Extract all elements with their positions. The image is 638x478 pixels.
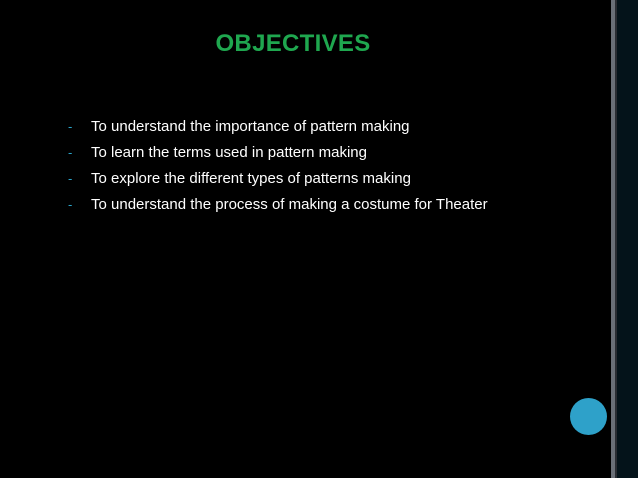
- bullet-marker: -: [68, 119, 73, 134]
- bullet-marker: -: [68, 197, 73, 212]
- bullet-marker: -: [68, 171, 73, 186]
- bullet-text: To explore the different types of patterns making: [91, 170, 411, 187]
- bullet-marker: -: [68, 145, 73, 160]
- side-panel: [617, 0, 638, 478]
- bullet-text: To learn the terms used in pattern making: [91, 144, 367, 161]
- decorative-circle-icon: [570, 398, 607, 435]
- objectives-list: [68, 115, 588, 219]
- bullet-text: To understand the process of making a costume for Theater: [91, 196, 488, 213]
- bullet-text: To understand the importance of pattern making: [91, 118, 410, 135]
- slide-title: OBJECTIVES: [215, 30, 371, 57]
- list-item: [68, 115, 588, 141]
- list-item: [68, 167, 588, 193]
- list-item: [68, 193, 588, 219]
- list-item: [68, 141, 588, 167]
